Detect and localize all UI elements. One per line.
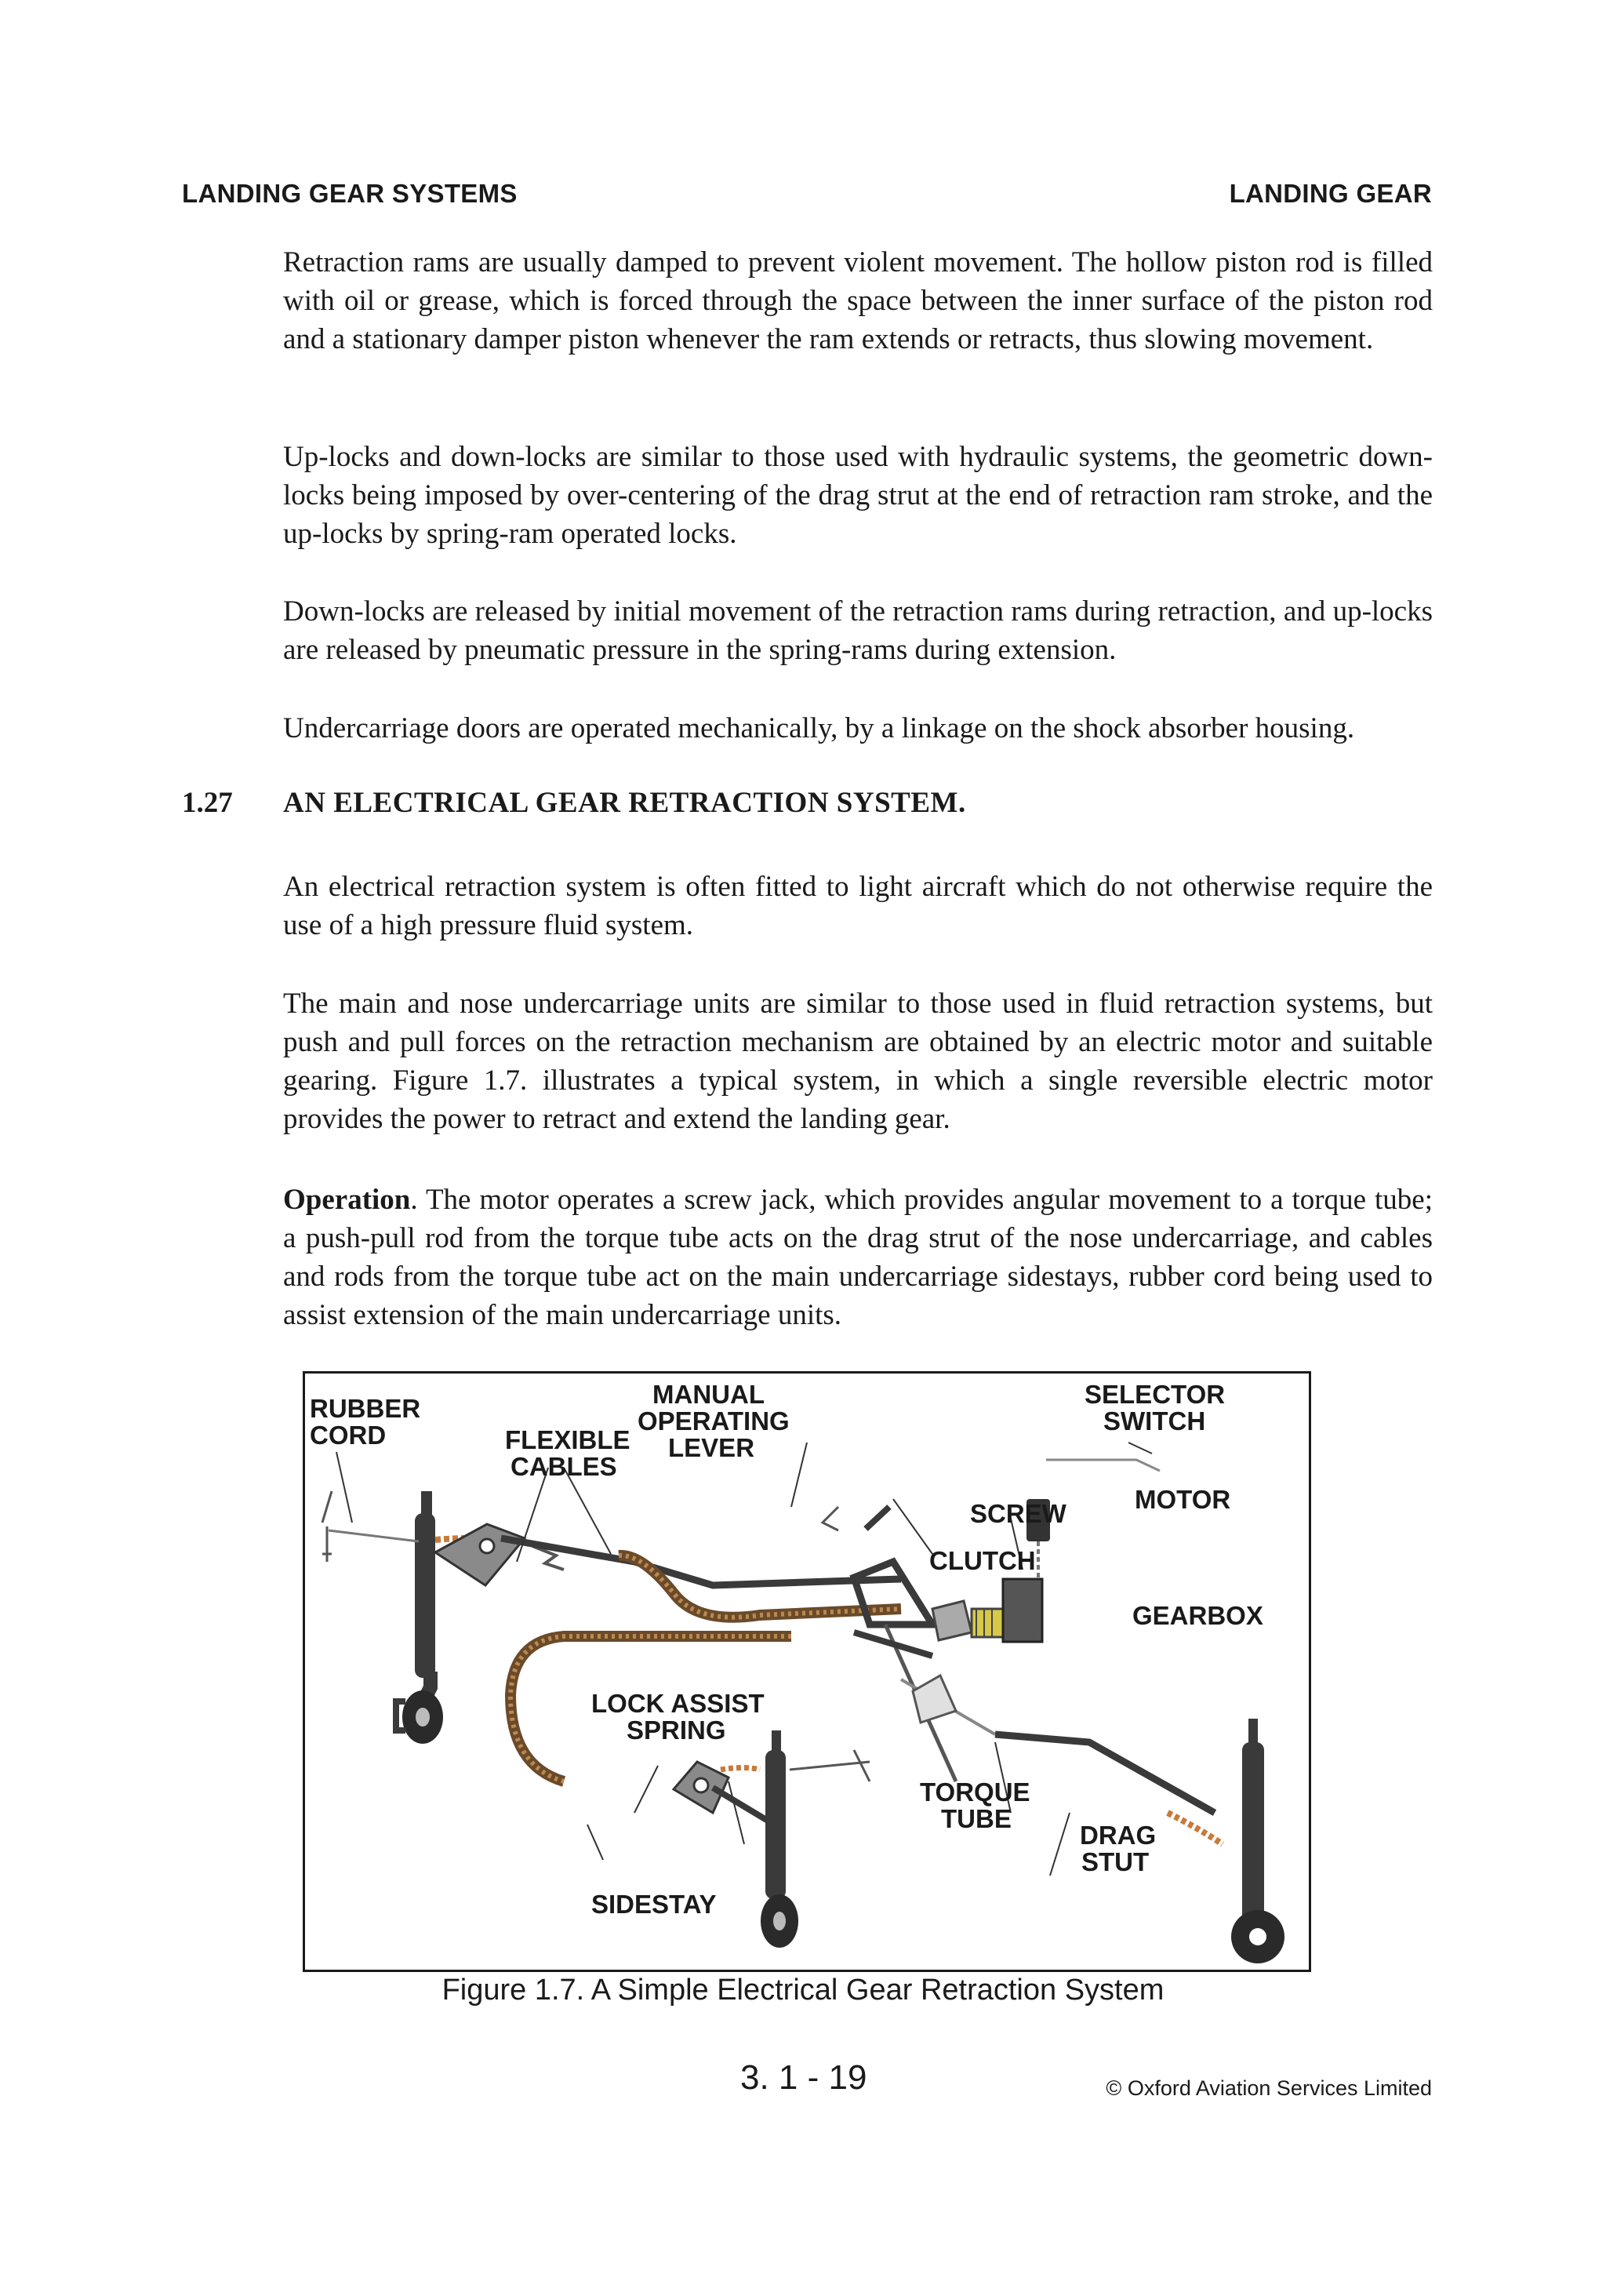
figure-frame <box>303 1371 1311 1972</box>
label-rubber-cord-1: RUBBER <box>310 1394 421 1423</box>
label-manual-lever-1: MANUAL <box>652 1380 765 1409</box>
label-gearbox: GEARBOX <box>1132 1601 1263 1630</box>
label-flexible-cables-2: CABLES <box>511 1452 617 1481</box>
label-rubber-cord-2: CORD <box>310 1421 387 1450</box>
label-lock-assist-spring-2: SPRING <box>627 1716 726 1745</box>
operation-text: . The motor operates a screw jack, which provides angular movement to a torque tube; a push-pull rod from the torque tube acts on the drag strut of the nose undercarriage, and cables and rods from the torque tube act on the main undercarriage sidestays, rubber cord being used to assist extension of the main undercarriage units. <box>283 1184 1433 1331</box>
label-manual-lever-2: OPERATING <box>638 1406 790 1435</box>
paragraph-up-locks: Up-locks and down-locks are similar to those used with hydraulic systems, the geometric down-locks being imposed by over-centering of the drag strut at the end of retraction ram stroke, and the up-locks by spring-ram operated locks. <box>283 441 1433 550</box>
label-manual-lever-3: LEVER <box>668 1433 755 1462</box>
copyright-notice: © Oxford Aviation Services Limited <box>1106 2076 1432 2100</box>
retraction-system-diagram <box>305 1374 1309 1970</box>
label-clutch: CLUTCH <box>929 1546 1036 1575</box>
paragraph-undercarriage-doors: Undercarriage doors are operated mechanically, by a linkage on the shock absorber housing. <box>283 712 1355 744</box>
running-header-left: LANDING GEAR SYSTEMS <box>182 179 518 208</box>
label-lock-assist-spring-1: LOCK ASSIST <box>591 1689 765 1718</box>
paragraph-retraction-rams: Retraction rams are usually damped to prevent violent movement. The hollow piston rod is filled with oil or grease, which is forced through the space between the inner surface of the piston rod and a stationary damper piston whenever the ram extends or retracts, thus slowing movement. <box>283 246 1433 355</box>
label-motor: MOTOR <box>1135 1485 1231 1514</box>
paragraph-electrical-system: An electrical retraction system is often fitted to light aircraft which do not otherwise require the use of a high pressure fluid system. <box>283 871 1433 941</box>
label-sidestay: SIDESTAY <box>591 1890 717 1919</box>
page-number: 3. 1 - 19 <box>740 2058 867 2097</box>
section-number: 1.27 <box>182 787 233 819</box>
left-sidestay <box>435 1524 901 1585</box>
paragraph-main-nose-units: The main and nose undercarriage units are similar to those used in fluid retraction systems, but push and pull forces on the retraction mechanism are obtained by an electric motor and suitable gearing. Figure 1.7. illustrates a typical system, in which a single reversible electric motor provides the power to retract and extend the landing gear. <box>283 988 1433 1135</box>
label-screw: SCREW <box>970 1499 1066 1528</box>
left-main-gear <box>396 1491 443 1744</box>
label-flexible-cables-1: FLEXIBLE <box>505 1425 630 1454</box>
figure-caption: Figure 1.7. A Simple Electrical Gear Retraction System <box>441 1974 1165 2007</box>
paragraph-down-locks: Down-locks are released by initial movement of the retraction rams during retraction, and up-locks are released by pneumatic pressure in the spring-rams during extension. <box>283 595 1433 666</box>
label-torque-tube-1: TORQUE <box>920 1777 1030 1807</box>
label-selector-switch-2: SWITCH <box>1103 1406 1206 1435</box>
section-title: AN ELECTRICAL GEAR RETRACTION SYSTEM. <box>283 787 966 819</box>
label-torque-tube-2: TUBE <box>941 1804 1012 1833</box>
paragraph-operation <box>283 1181 1433 1334</box>
label-drag-strut-1: DRAG <box>1080 1821 1157 1850</box>
running-header-right: LANDING GEAR <box>1229 179 1432 208</box>
operation-lead: Operation <box>283 1184 411 1216</box>
label-drag-strut-2: STUT <box>1081 1847 1150 1876</box>
label-selector-switch-1: SELECTOR <box>1085 1380 1226 1409</box>
